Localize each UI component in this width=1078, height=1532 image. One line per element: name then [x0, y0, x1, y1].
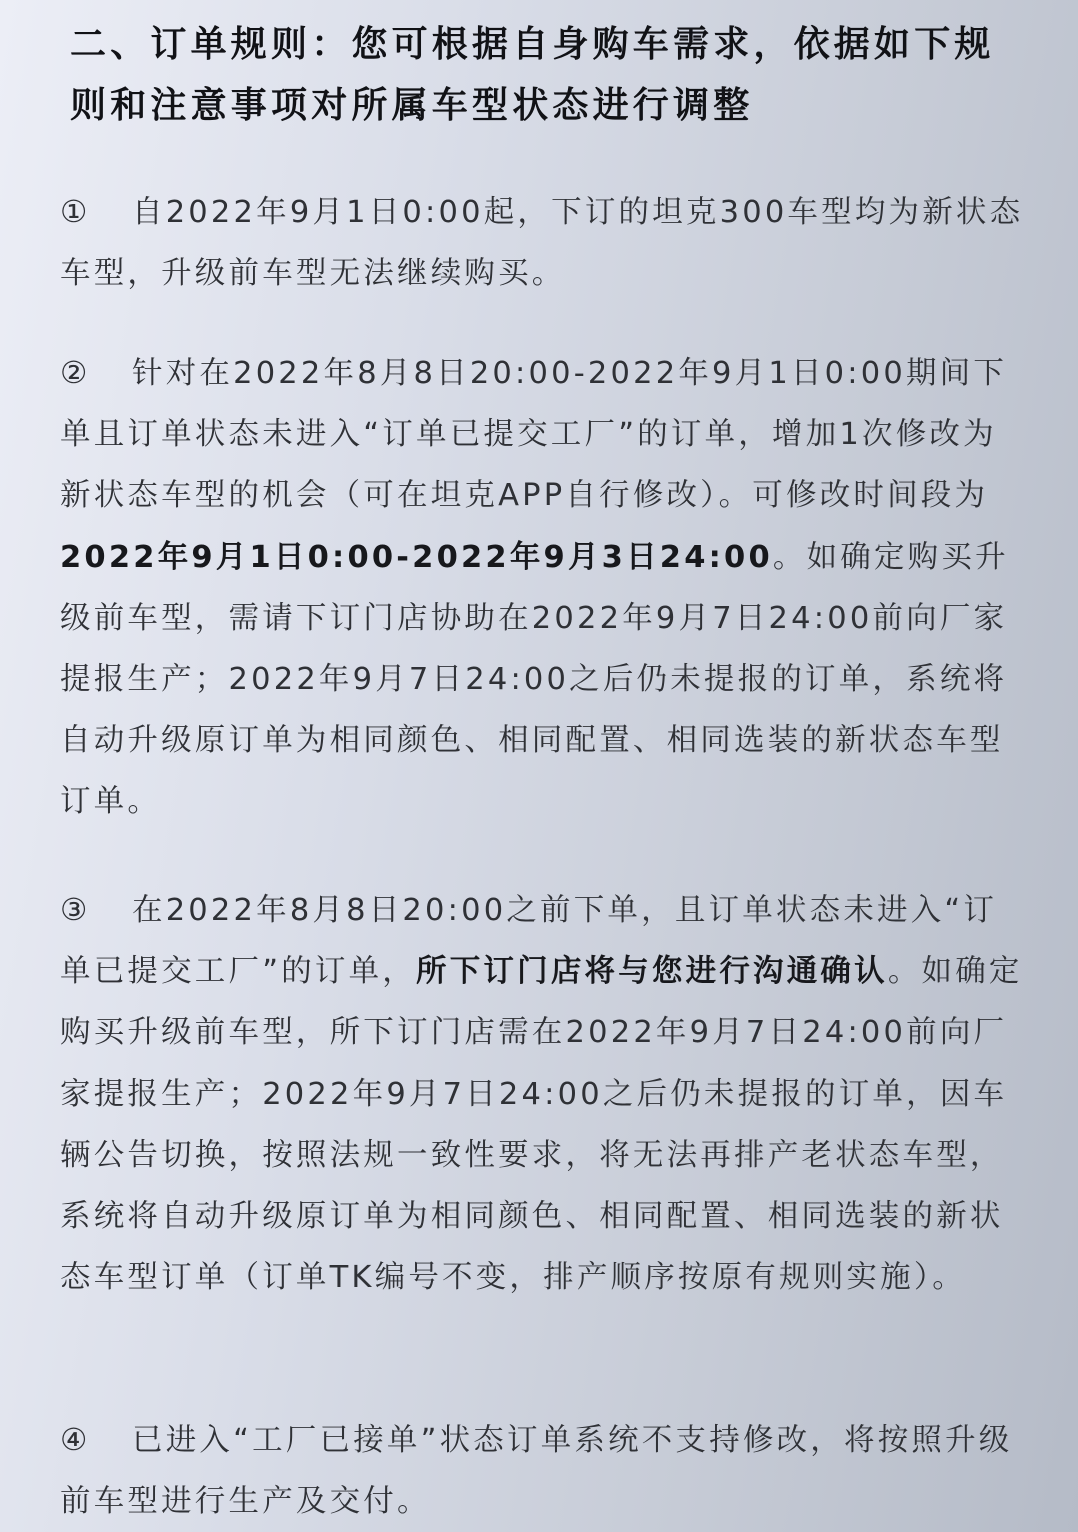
- rule-text-emphasis: 2022年9月1日0:00-2022年9月3日24:00: [60, 539, 773, 575]
- rule-item-2: [60, 343, 1025, 833]
- rule-number-1: ①: [60, 195, 88, 230]
- rule-text-emphasis: 所下订门店将与您进行沟通确认: [416, 954, 888, 990]
- rule-text: 。如确定购买升级前车型，所下订门店需在2022年9月7日24:00前向厂家提报生产；2022年9月7日24:00之后仍未提报的订单，因车辆公告切换，按照法规一致性要求，将无法再排产老状态车型，系统将自动升级原订单为相同颜色、相同配置、相同选装的新状态车型订单（订单TK编号不变，排产顺序按原有规则实施）。: [60, 954, 1023, 1296]
- rule-text: 。如确定购买升级前车型，需请下订门店协助在2022年9月7日24:00前向厂家提报生产；2022年9月7日24:00之后仍未提报的订单，系统将自动升级原订单为相同颜色、相同配置、相同选装的新状态车型订单。: [60, 539, 1009, 820]
- rule-item-1: [60, 182, 1025, 304]
- rule-number-2: ②: [60, 356, 88, 391]
- rule-item-4: [60, 1410, 1025, 1532]
- section-heading: 二、订单规则：您可根据自身购车需求，依据如下规则和注意事项对所属车型状态进行调整: [70, 24, 995, 126]
- rule-number-4: ④: [60, 1423, 88, 1458]
- rule-text: 在2022年8月8日20:00之前下单，且订单状态未进入“订单已提交工厂”的订单，: [60, 893, 998, 990]
- rule-text: 针对在2022年8月8日20:00-2022年9月1日0:00期间下单且订单状态未进入“订单已提交工厂”的订单，增加1次修改为新状态车型的机会（可在坦克APP自行修改）。可修改时间段为: [60, 356, 1008, 514]
- rule-text: 已进入“工厂已接单”状态订单系统不支持修改，将按照升级前车型进行生产及交付。: [60, 1423, 1013, 1520]
- rule-text: 自2022年9月1日0:00起，下订的坦克300车型均为新状态车型，升级前车型无法继续购买。: [60, 195, 1024, 292]
- rule-item-3: [60, 880, 1025, 1308]
- rule-number-3: ③: [60, 893, 88, 928]
